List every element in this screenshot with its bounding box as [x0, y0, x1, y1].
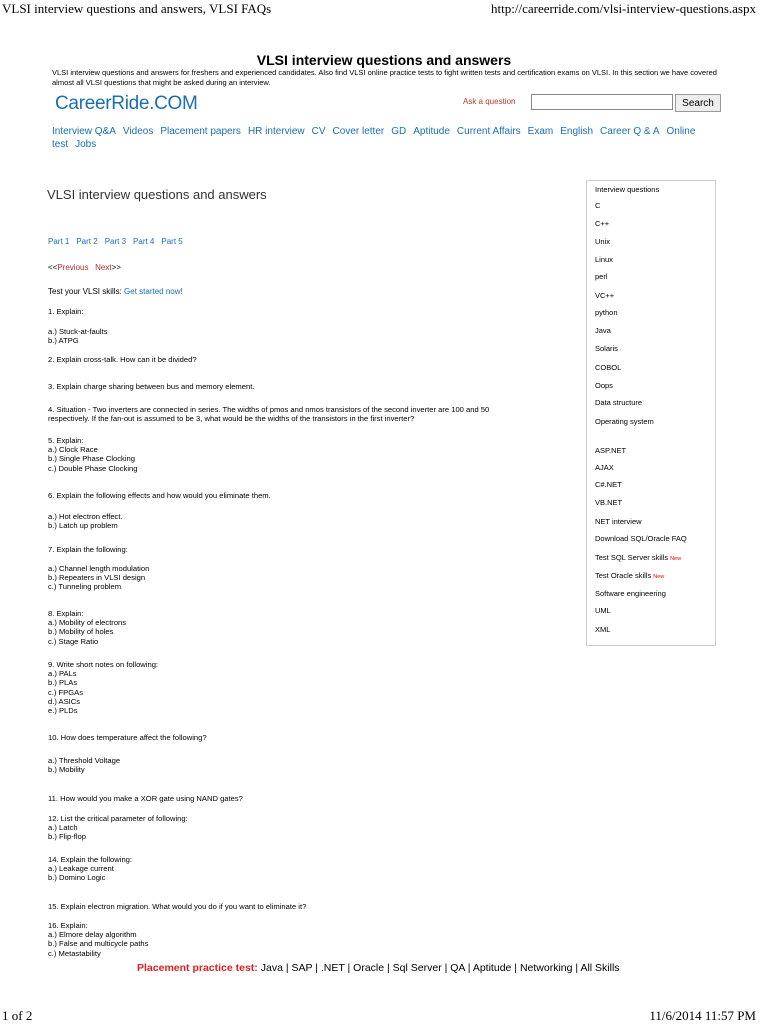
nav-link[interactable]: CV — [311, 126, 326, 137]
sidebar-link-label: python — [595, 308, 618, 317]
careerride-logo[interactable]: CareerRide.COM — [55, 93, 198, 114]
nav-link[interactable]: Aptitude — [413, 126, 450, 137]
nav-link[interactable]: HR interview — [247, 126, 305, 137]
question-block — [48, 564, 528, 592]
separator: | — [511, 962, 520, 974]
question-line: a.) Clock Race — [48, 445, 98, 455]
sidebar-link[interactable] — [595, 344, 618, 353]
separator: | — [344, 962, 354, 974]
separator: | — [464, 962, 473, 974]
separator: | — [282, 962, 292, 974]
nav-link[interactable]: Placement papers — [160, 126, 241, 137]
question-block — [48, 855, 528, 883]
new-badge: New — [653, 574, 665, 580]
new-badge: New — [670, 556, 682, 562]
next-suffix: >> — [111, 263, 121, 272]
question-block — [48, 609, 528, 646]
question-line: 14. Explain the following: — [48, 855, 133, 864]
placement-link[interactable]: All Skills — [580, 962, 620, 974]
sidebar-link[interactable] — [595, 255, 613, 264]
nav-link[interactable]: English — [560, 126, 594, 137]
part-link[interactable]: Part 1 — [48, 237, 70, 246]
question-line: 8. Explain: — [48, 609, 84, 618]
question-block — [48, 512, 528, 530]
sidebar-link-label: XML — [595, 625, 611, 634]
sidebar-link[interactable] — [595, 498, 622, 507]
sidebar-link-label: AJAX — [595, 463, 614, 472]
separator: | — [384, 962, 393, 974]
sidebar-link[interactable] — [595, 219, 609, 228]
question-line: 15. Explain electron migration. What would you do if you want to eliminate it? — [48, 902, 307, 911]
question-line: c.) Metastability — [48, 948, 101, 958]
question-line: 1. Explain: — [48, 307, 84, 316]
sidebar-link-label: ASP.NET — [595, 446, 627, 455]
question-line: 12. List the critical parameter of following: — [48, 814, 188, 823]
placement-link[interactable]: Oracle — [353, 962, 385, 974]
separator: | — [441, 962, 451, 974]
question-line: d.) ASICs — [48, 696, 81, 706]
print-footer-page: 1 of 2 — [2, 1008, 33, 1023]
placement-link[interactable]: QA — [450, 962, 465, 974]
sidebar-link[interactable] — [595, 185, 659, 194]
part-link[interactable]: Part 4 — [133, 237, 155, 246]
sidebar-link[interactable] — [595, 326, 611, 335]
sidebar-link[interactable] — [595, 398, 642, 407]
test-prefix: Test your VLSI skills: — [48, 287, 122, 296]
sidebar-link[interactable] — [595, 363, 621, 372]
sidebar-link-label: NET interview — [595, 517, 642, 526]
question-line: a.) Elmore delay algorithm — [48, 930, 137, 940]
sidebar-link-label: UML — [595, 606, 611, 615]
question-block — [48, 756, 528, 774]
question-line: 11. How would you make a XOR gate using NAND gates? — [48, 794, 243, 803]
nav-link[interactable]: Videos — [122, 126, 154, 137]
sidebar-link-label: COBOL — [595, 363, 622, 372]
question-block — [48, 436, 528, 473]
question-line: a.) Mobility of electrons — [48, 618, 127, 628]
placement-link[interactable]: Networking — [519, 962, 573, 974]
sidebar-link[interactable] — [595, 553, 681, 562]
part-link[interactable]: Part 5 — [161, 237, 183, 246]
question-block — [48, 794, 528, 803]
sidebar-link[interactable] — [595, 446, 626, 455]
nav-link[interactable]: Exam — [527, 126, 554, 137]
search-input[interactable] — [531, 94, 673, 110]
question-line: b.) Single Phase Clocking — [48, 454, 135, 464]
question-line: b.) Mobility of holes — [48, 627, 114, 637]
placement-link[interactable]: Sql Server — [392, 962, 442, 974]
ask-question-link[interactable]: Ask a question — [463, 97, 516, 106]
sidebar-link[interactable] — [595, 517, 642, 526]
placement-link[interactable]: SAP — [291, 962, 313, 974]
sidebar-link-label: Oops — [595, 381, 613, 390]
question-line: a.) Hot electron effect. — [48, 512, 123, 521]
question-line: b.) Repeaters in VLSI design — [48, 573, 146, 583]
placement-link[interactable]: Java — [260, 962, 283, 974]
question-block — [48, 660, 528, 715]
question-line: e.) PLDs — [48, 706, 78, 716]
nav-link[interactable]: Cover letter — [332, 126, 385, 137]
question-block — [48, 491, 528, 500]
placement-label: Placement practice test: — [137, 962, 258, 974]
intro-text: VLSI interview questions and answers for freshers and experienced candidates. Also find VLSI online practice tests to fight written tests and certification exams on VLSI. In this section we have covered almost all VLSI questions that might be asked during an interview. — [52, 68, 717, 87]
sidebar-link[interactable] — [595, 417, 654, 426]
part-links — [48, 237, 190, 246]
sidebar-link-label: perl — [595, 272, 608, 281]
nav-link[interactable]: Interview Q&A — [52, 126, 116, 137]
next-link[interactable]: Next — [95, 263, 112, 272]
question-block — [48, 355, 528, 364]
question-line: b.) False and multicycle paths — [48, 939, 149, 949]
sidebar-link[interactable] — [595, 589, 666, 598]
part-link[interactable]: Part 2 — [76, 237, 98, 246]
sidebar-link-label: Test Oracle skills — [595, 571, 652, 580]
question-line: c.) Double Phase Clocking — [48, 463, 138, 473]
sidebar-link-label: C#.NET — [595, 480, 622, 489]
content-heading: VLSI interview questions and answers — [47, 187, 267, 202]
placement-link[interactable]: Aptitude — [472, 962, 512, 974]
sidebar-link-label: Download SQL/Oracle FAQ — [595, 534, 687, 543]
question-line: a.) Latch — [48, 823, 78, 833]
question-block — [48, 382, 528, 391]
sidebar-link[interactable] — [595, 534, 687, 543]
question-line: a.) Channel length modulation — [48, 564, 150, 573]
question-block — [48, 814, 528, 842]
question-line: 10. How does temperature affect the following? — [48, 733, 207, 742]
separator: | — [572, 962, 581, 974]
question-line: a.) Stuck-at-faults — [48, 327, 108, 336]
question-line: b.) Flip-flop — [48, 832, 86, 842]
prev-prefix: << — [48, 263, 58, 272]
sidebar-link[interactable] — [595, 237, 610, 246]
sidebar-link-label: VB.NET — [595, 498, 623, 507]
question-line: 3. Explain charge sharing between bus and memory element. — [48, 382, 255, 391]
sidebar-menu — [586, 180, 716, 646]
sidebar-link[interactable] — [595, 201, 600, 210]
sidebar-link-label: Test SQL Server skills — [595, 553, 669, 562]
question-line: 4. Situation - Two inverters are connected in series. The widths of pmos and nmos transistors of the second inverter are 100 and 50 respectively. If the fan-out is assumed to be 3, what would be the widths of the transistors in the first inverter? — [48, 405, 490, 424]
sidebar-link[interactable] — [595, 308, 618, 317]
question-line: 5. Explain: — [48, 436, 84, 445]
question-line: c.) Tunneling problem — [48, 582, 122, 592]
sidebar-link[interactable] — [595, 272, 608, 281]
previous-link[interactable]: Previous — [57, 263, 89, 272]
sidebar-link-label: Unix — [595, 237, 611, 246]
question-block — [48, 733, 528, 742]
print-header-title: VLSI interview questions and answers, VLSI FAQs — [2, 1, 272, 16]
nav-link[interactable]: Online test — [52, 126, 696, 150]
test-skills-line — [48, 287, 183, 296]
sidebar-link[interactable] — [595, 571, 664, 580]
question-line: 9. Write short notes on following: — [48, 660, 159, 669]
sidebar-link-label: VC++ — [595, 291, 615, 300]
placement-link[interactable]: .NET — [320, 962, 345, 974]
question-line: 2. Explain cross-talk. How can it be divided? — [48, 355, 197, 364]
sidebar-link[interactable] — [595, 291, 614, 300]
sidebar-link-label: Interview questions — [595, 185, 660, 194]
question-block — [48, 307, 528, 316]
get-started-link[interactable]: Get started now! — [124, 287, 183, 296]
nav-link[interactable]: GD — [391, 126, 407, 137]
question-block — [48, 405, 528, 423]
sidebar-link-label: Solaris — [595, 344, 618, 353]
sidebar-link-label: Software engineering — [595, 589, 666, 598]
question-line: 7. Explain the following: — [48, 545, 128, 554]
question-block — [48, 327, 528, 345]
question-block — [48, 545, 528, 554]
sidebar-link[interactable] — [595, 463, 614, 472]
sidebar-link-label: C++ — [595, 219, 610, 228]
question-line: a.) Threshold Voltage — [48, 756, 121, 765]
question-line: b.) PLAs — [48, 678, 78, 688]
question-line: b.) ATPG — [48, 336, 79, 346]
question-line: b.) Latch up problem — [48, 521, 118, 531]
sidebar-link[interactable] — [595, 606, 611, 615]
sidebar-link[interactable] — [595, 381, 613, 390]
question-line: c.) Stage Ratio — [48, 636, 99, 646]
search-button[interactable]: Search — [675, 94, 721, 112]
question-block — [48, 921, 528, 958]
sidebar-link-label: Operating system — [595, 417, 654, 426]
nav-link[interactable]: Career Q & A — [600, 126, 660, 137]
question-line: b.) Domino Logic — [48, 873, 106, 883]
question-line: c.) FPGAs — [48, 687, 84, 697]
separator: | — [312, 962, 321, 974]
sidebar-link-label: Linux — [595, 255, 613, 264]
print-footer-date: 11/6/2014 11:57 PM — [649, 1008, 756, 1023]
question-line: a.) Leakage current — [48, 864, 114, 874]
placement-practice-bar — [137, 962, 620, 974]
main-nav — [52, 125, 724, 151]
question-line: a.) PALs — [48, 669, 77, 679]
question-line: 16. Explain: — [48, 921, 88, 930]
nav-link[interactable]: Jobs — [75, 139, 97, 150]
sidebar-link[interactable] — [595, 480, 622, 489]
sidebar-link-label: C — [595, 201, 601, 210]
question-line: 6. Explain the following effects and how would you eliminate them. — [48, 491, 271, 500]
nav-link[interactable]: Current Affairs — [456, 126, 521, 137]
question-line: b.) Mobility — [48, 765, 85, 775]
question-block — [48, 902, 528, 911]
part-link[interactable]: Part 3 — [104, 237, 127, 246]
sidebar-link-label: Java — [595, 326, 611, 335]
page-title: VLSI interview questions and answers — [256, 52, 512, 68]
print-header-url: http://careerride.com/vlsi-interview-questions.aspx — [491, 1, 756, 16]
sidebar-link-label: Data structure — [595, 398, 643, 407]
prev-next-nav — [48, 263, 121, 272]
sidebar-link[interactable] — [595, 625, 610, 634]
